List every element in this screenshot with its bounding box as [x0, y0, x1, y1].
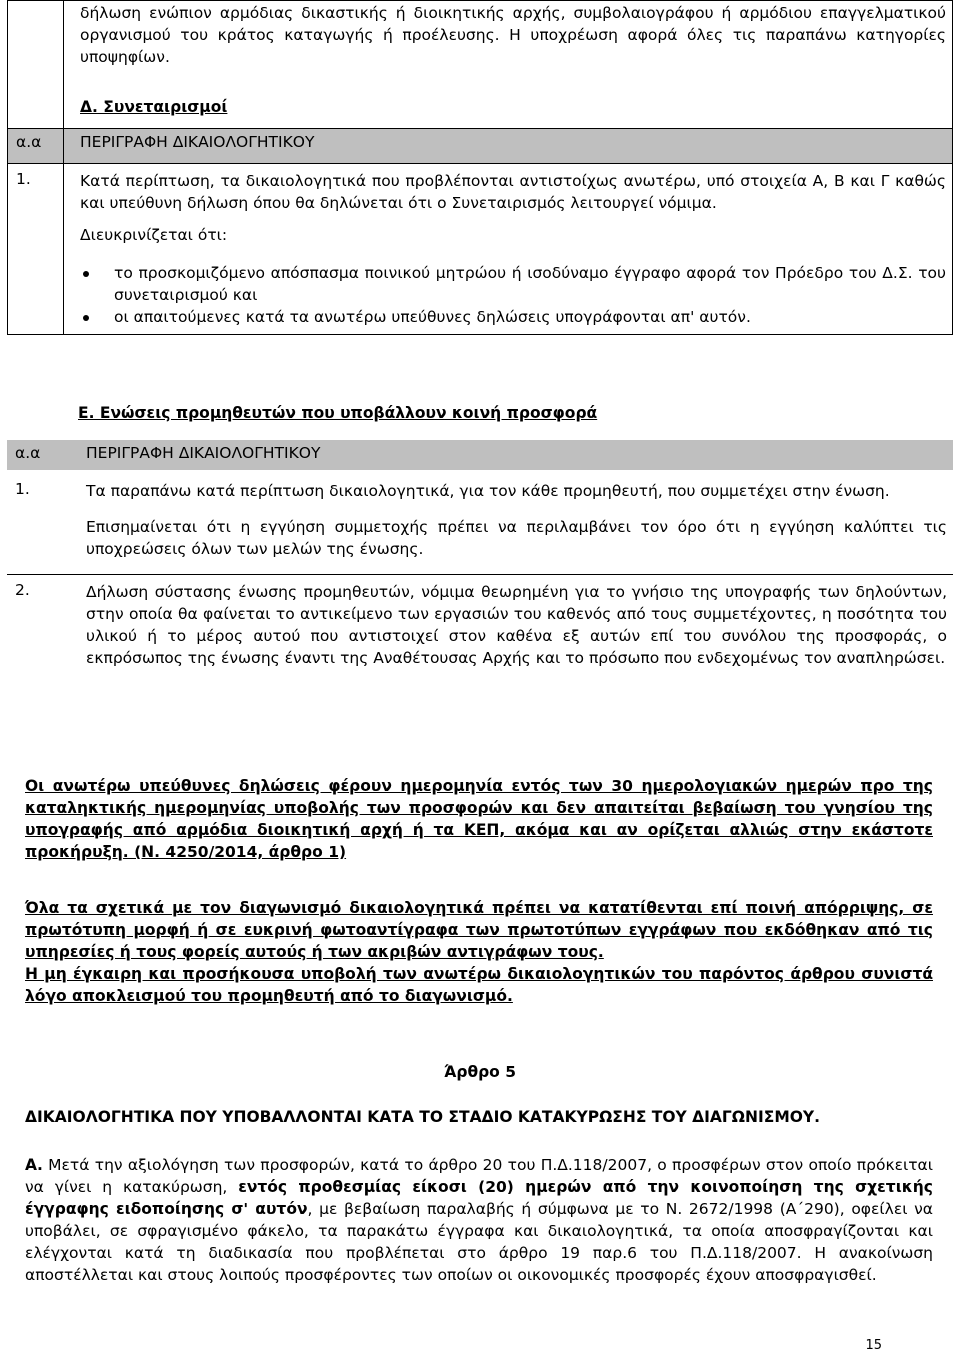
col-number-header: α.α: [15, 444, 41, 462]
empty-cell: [8, 1, 64, 129]
col-description-header: ΠΕΡΙΓΡΑΦΗ ΔΙΚΑΙΟΛΟΓΗΤΙΚΟΥ: [86, 444, 321, 462]
supporting-documents-table-d: [7, 0, 953, 335]
list-item: το προσκομιζόμενο απόσπασμα ποινικού μητρώου ή ισοδύναμο έγγραφο αφορά τον Πρόεδρο του Δ.Σ. του συνεταιρισμού και: [80, 262, 946, 306]
table-row: [7, 575, 953, 676]
table-header-row: [8, 129, 953, 164]
section-d-heading: Δ. Συνεταιρισμοί: [80, 98, 228, 116]
intro-text: δήλωση ενώπιον αρμόδιας δικαστικής ή διοικητικής αρχής, συμβολαιογράφου ή αρμόδιου επαγγελματικού οργανισμού του κράτος καταγωγής ή προέλευσης. Η υποχρέωση αφορά όλες τις παραπάνω κατηγορίες υποψηφίων.: [80, 4, 946, 66]
table-row: [8, 164, 953, 335]
bullet-icon: [83, 271, 89, 277]
table-header-row: [7, 440, 953, 470]
page-number: 15: [865, 1338, 882, 1353]
intro-cell: [64, 1, 953, 129]
notice-signature-date: Οι ανωτέρω υπεύθυνες δηλώσεις φέρουν ημερομηνία εντός των 30 ημερολογιακών ημερών προ της καταληκτικής ημερομηνίας υποβολής των προσφορών και δεν απαιτείται βεβαίωση του γνησίου της υπογραφής από αρμόδια διοικητική αρχή ή τα ΚΕΠ, ακόμα και αν ορίζεται αλλιώς στην εκάστοτε προκήρυξη. (Ν. 4250/2014, άρθρο 1): [25, 777, 933, 861]
row-number: 1.: [8, 164, 64, 335]
deadline-text: εντός προθεσμίας είκοσι (20) ημερών από την κοινοποίηση της σχετικής έγγραφης ειδοποίησης σ' αυτόν: [25, 1178, 933, 1218]
row1-note: Επισημαίνεται ότι η εγγύηση συμμετοχής πρέπει να περιλαμβάνει τον όρο ότι η εγγύηση καλύπτει τις υποχρεώσεις όλων των μελών της ένωσης.: [86, 518, 947, 558]
clarify-text: Διευκρινίζεται ότι:: [80, 226, 228, 244]
notice-exclusion: Η μη έγκαιρη και προσήκουσα υποβολή των ανωτέρω δικαιολογητικών του παρόντος άρθρου συνιστά λόγο αποκλεισμού του προμηθευτή από το διαγωνισμό.: [25, 965, 933, 1005]
section-e-heading: Ε. Ενώσεις προμηθευτών που υποβάλλουν κοινή προσφορά: [78, 404, 598, 422]
row-description: [70, 575, 953, 676]
article-title: Άρθρο 5: [443, 1063, 517, 1081]
col-number-header: α.α: [8, 129, 64, 164]
table-row: [7, 470, 953, 575]
row-description: [70, 470, 953, 575]
paragraph-label: Α.: [25, 1156, 43, 1174]
article-paragraph-a: Α. Μετά την αξιολόγηση των προσφορών, κατά το άρθρο 20 του Π.Δ.118/2007, ο προσφέρων στον οποίο πρόκειται να γίνει η κατακύρωση, εντός προθεσμίας είκοσι (20) ημερών από την κοινοποίηση της σχετικής έγγραφης ειδοποίησης σ' αυτόν, με βεβαίωση παραλαβής ή σύμφωνα με το Ν. 2672/1998 (Α΄290), οφείλει να υποβάλει, σε σφραγισμένο φάκελο, τα παρακάτω έγγραφα και δικαιολογητικά, τα οποία αποσφραγίζονται και ελέγχονται κατά τη διαδικασία που προβλέπεται στο άρθρο 19 παρ.6 του Π.Δ.118/2007. Η ανακοίνωση αποστέλλεται και στους λοιπούς προσφέροντες των οποίων οι οικονομικές προσφορές έχουν αποσφραγισθεί.: [25, 1156, 933, 1284]
notice-original-documents: Όλα τα σχετικά με τον διαγωνισμό δικαιολογητικά πρέπει να κατατίθενται επί ποινή απόρριψης, σε πρωτότυπη μορφή ή σε ευκρινή φωτοαντίγραφα των πρωτοτύπων εγγράφων που εκδόθηκαν από τις υπηρεσίες ή τους φορείς αυτούς ή των ακριβών αντιγράφων τους.: [25, 899, 933, 961]
bullet-icon: [83, 315, 89, 321]
col-description-header: ΠΕΡΙΓΡΑΦΗ ΔΙΚΑΙΟΛΟΓΗΤΙΚΟΥ: [64, 129, 953, 164]
row1-text: Τα παραπάνω κατά περίπτωση δικαιολογητικά, για τον κάθε προμηθευτή, που συμμετέχει στην ένωση.: [86, 482, 890, 500]
clarify-bullets: [80, 262, 946, 328]
row-number: 1.: [15, 480, 30, 498]
supporting-documents-table-e: [7, 440, 953, 675]
row-description: [64, 164, 953, 335]
list-item: οι απαιτούμενες κατά τα ανωτέρω υπεύθυνες δηλώσεις υπογράφονται απ' αυτόν.: [80, 306, 946, 328]
article-heading: ΔΙΚΑΙΟΛΟΓΗΤΙΚΑ ΠΟΥ ΥΠΟΒΑΛΛΟΝΤΑΙ ΚΑΤΑ ΤΟ ΣΤΑΔΙΟ ΚΑΤΑΚΥΡΩΣΗΣ ΤΟΥ ΔΙΑΓΩΝΙΣΜΟΥ.: [25, 1108, 821, 1126]
row1-text: Κατά περίπτωση, τα δικαιολογητικά που προβλέπονται αντιστοίχως ανωτέρω, υπό στοιχεία Α, Β και Γ καθώς και υπεύθυνη δήλωση όπου θα δηλώνεται ότι ο Συνεταιρισμός λειτουργεί νόμιμα.: [80, 172, 946, 212]
row2-text: Δήλωση σύστασης ένωσης προμηθευτών, νόμιμα θεωρημένη για το γνήσιο της υπογραφής των δηλούντων, στην οποία θα φαίνεται το αντικείμενο των εργασιών του καθενός από τους συμμετέχοντες, η ποσότητα του υλικού ή το μέρος αυτού που αντιστοιχεί στον καθένα εξ αυτών επί του συνόλου της προσφοράς, ο εκπρόσωπος της ένωσης έναντι της Αναθέτουσας Αρχής και το πρόσωπο που ενδεχομένως τον αναπληρώσει.: [86, 583, 947, 667]
row-number: 2.: [7, 575, 70, 676]
